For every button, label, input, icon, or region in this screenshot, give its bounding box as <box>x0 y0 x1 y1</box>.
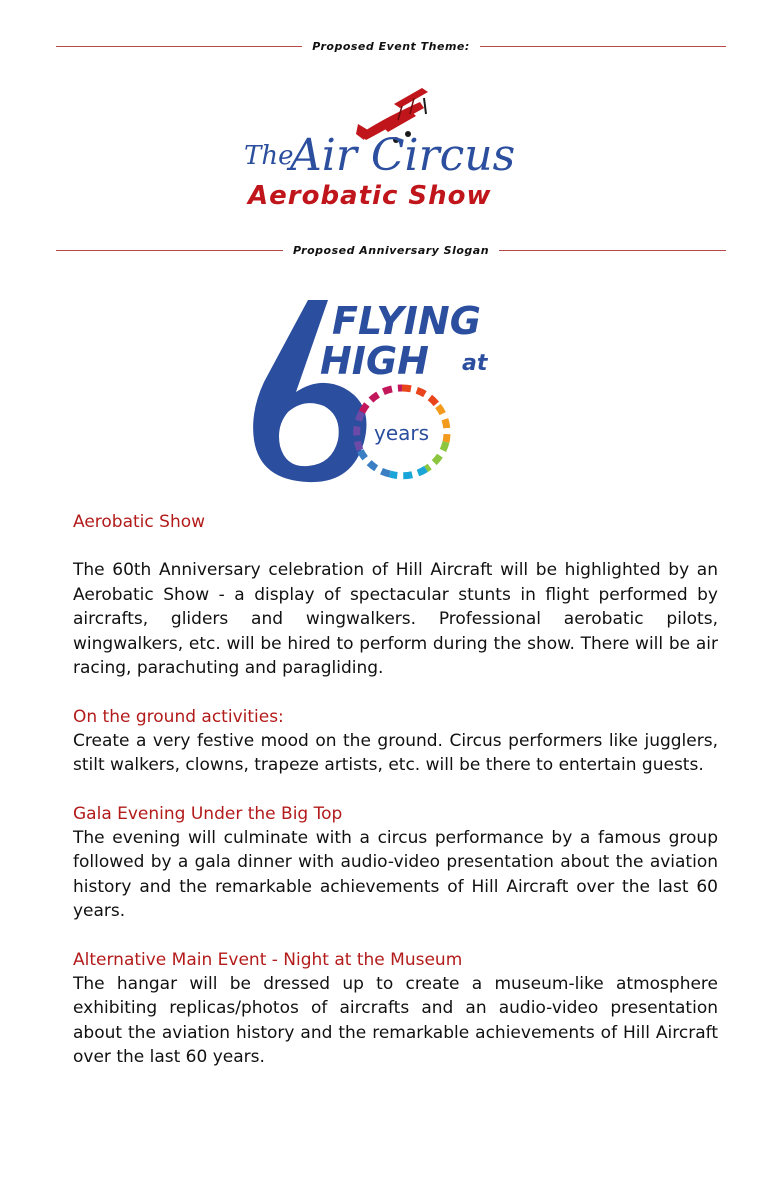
divider-line-right <box>480 46 726 47</box>
slogan-label: Proposed Anniversary Slogan <box>292 243 490 257</box>
logo-years-text: years <box>374 421 430 445</box>
section-heading-gala-evening: Gala Evening Under the Big Top <box>73 803 343 824</box>
slogan-divider <box>56 243 726 257</box>
theme-label: Proposed Event Theme: <box>312 39 470 53</box>
logo-air-circus-text: Air Circus <box>290 130 516 181</box>
flying-high-logo <box>240 292 540 492</box>
section-body-aerobatic-show: The 60th Anniversary celebration of Hill Aircraft will be highlighted by an Aerobatic Show - a display of spectacular stunts in flight performed by aircrafts, gliders and wingwalkers. Professional aerobatic pilots, wingwalkers, etc. will be hired to perform during the show. There will be air racing, parachuting and paragliding. <box>73 560 718 678</box>
section-body-ground-activities: Create a very festive mood on the ground. Circus performers like jugglers, stilt walkers, clowns, trapeze artists, etc. will be there to entertain guests. <box>73 730 718 775</box>
logo-at-text: at <box>462 351 488 376</box>
main-content <box>73 510 718 1070</box>
logo-high-text: HIGH <box>320 339 429 383</box>
air-circus-logo <box>236 84 546 214</box>
divider-line-right <box>499 250 726 251</box>
section-body-gala-evening: The evening will culminate with a circus performance by a famous group followed by a gala dinner with audio-video presentation about the aviation history and the remarkable achievements of Hill Aircraft over the last 60 years. <box>73 827 718 921</box>
section-heading-alternative-event: Alternative Main Event - Night at the Museum <box>73 949 463 970</box>
section-body-alternative-event: The hangar will be dressed up to create a museum-like atmosphere exhibiting replicas/photos of aircrafts and an audio-video presentation about the aviation history and the remarkable achievements of Hill Aircraft over the last 60 years. <box>73 973 718 1067</box>
section-heading-ground-activities: On the ground activities: <box>73 706 284 727</box>
section-heading-aerobatic-show: Aerobatic Show <box>73 512 206 532</box>
divider-line-left <box>56 46 302 47</box>
logo-flying-text: FLYING <box>332 299 481 343</box>
divider-line-left <box>56 250 283 251</box>
theme-divider <box>56 39 726 53</box>
logo-the-text: The <box>244 141 294 171</box>
logo-aerobatic-show-text: Aerobatic Show <box>248 181 492 211</box>
